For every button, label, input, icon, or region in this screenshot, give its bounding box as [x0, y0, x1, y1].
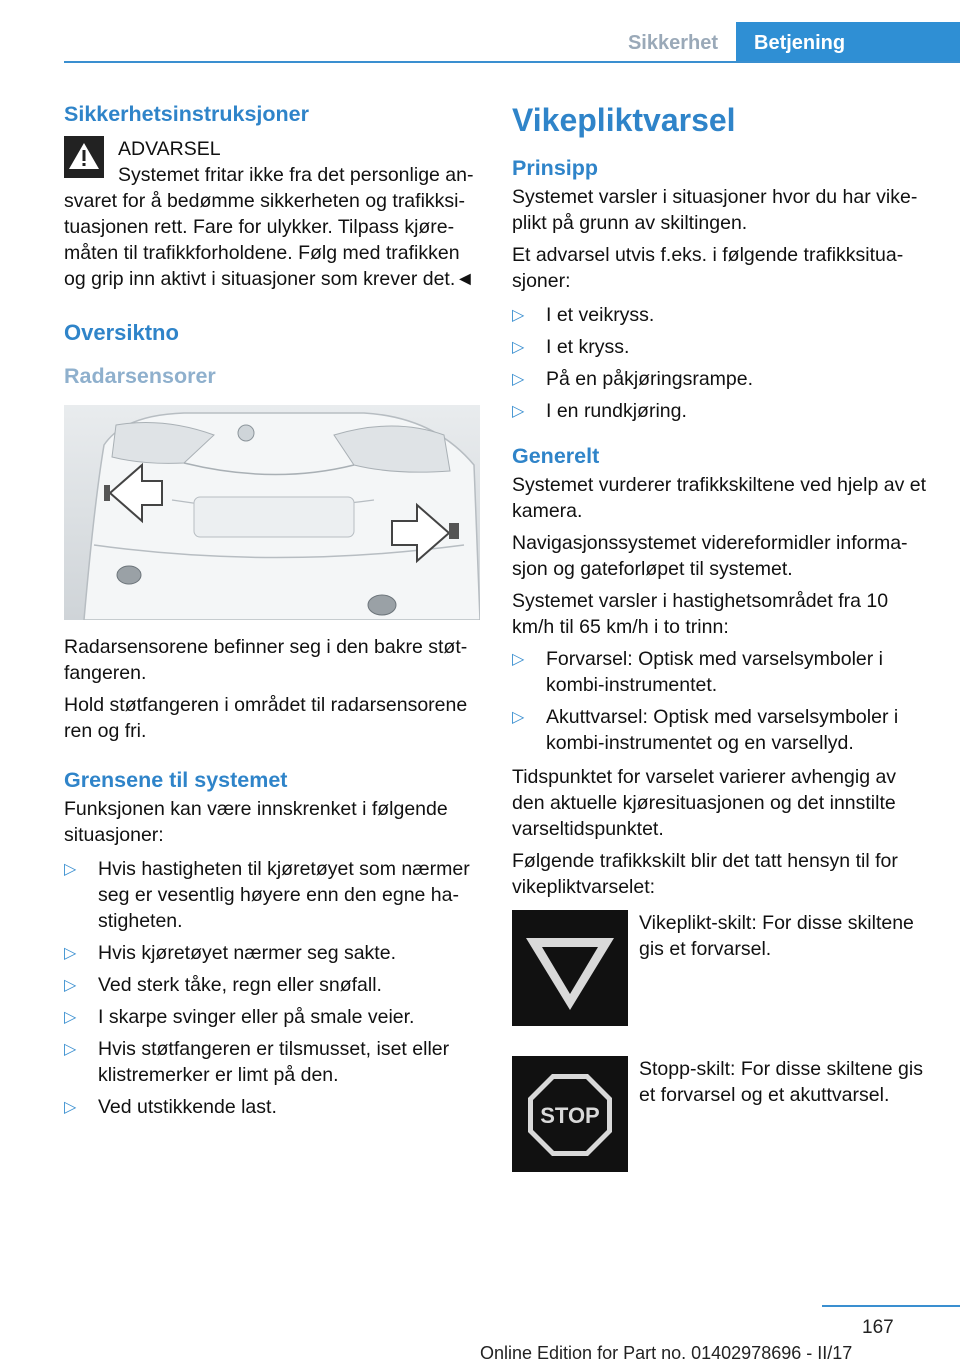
triangle-bullet-icon: ▷: [512, 709, 525, 726]
radar-paragraph-1: Radarsensorene befinner seg i den bakre støt- fangeren.: [64, 636, 468, 684]
general-paragraph-2: Navigasjonssystemet videreformidler informa- sjon og gateforløpet til systemet.: [512, 532, 908, 580]
stages-list: [512, 646, 932, 756]
triangle-bullet-icon: ▷: [512, 403, 525, 420]
limits-intro: Funksjonen kan være innskrenket i følgende situasjoner:: [64, 798, 448, 846]
warning-label: ADVARSEL: [118, 138, 221, 160]
list-item: ▷ Forvarsel: Optisk med varselsymboler i kombi-instrumentet.: [512, 648, 884, 696]
list-item: ▷ På en påkjøringsrampe.: [512, 366, 932, 392]
list-item: ▷ Hvis støtfangeren er tilsmusset, iset eller klistremerker er limt på den.: [64, 1038, 450, 1086]
safety-heading: Sikkerhetsinstruksjoner: [64, 102, 309, 126]
overview-heading: Oversiktno: [64, 320, 179, 345]
edition-label: Online Edition for Part no. 01402978696 - II/17: [480, 1343, 853, 1362]
radar-paragraph-2: Hold støtfangeren i området til radarsensorene ren og fri.: [64, 694, 468, 742]
triangle-bullet-icon: ▷: [64, 1009, 77, 1026]
list-item: ▷ Ved utstikkende last.: [64, 1094, 482, 1120]
radar-heading: Radarsensorer: [64, 364, 216, 388]
triangle-bullet-icon: ▷: [64, 1041, 77, 1058]
principle-paragraph-1: Systemet varsler i situasjoner hvor du har vike- plikt på grunn av skiltingen.: [512, 186, 918, 234]
general-paragraph-3: Systemet varsler i hastighetsområdet fra 10 km/h til 65 km/h i to trinn:: [512, 590, 889, 638]
list-item: ▷ Hvis kjøretøyet nærmer seg sakte.: [64, 940, 482, 966]
list-item: ▷ I skarpe svinger eller på smale veier.: [64, 1004, 482, 1030]
header-tab-betjening[interactable]: Betjening: [736, 22, 960, 63]
stop-sign-row: [512, 1056, 932, 1192]
list-item: ▷ I et veikryss.: [512, 302, 932, 328]
principle-paragraph-2: Et advarsel utvis f.eks. i følgende trafikksitua- sjoner:: [512, 244, 904, 292]
yield-sign-icon: [512, 910, 628, 1026]
list-item: ▷ Akuttvarsel: Optisk med varselsymboler i kombi-instrumentet og en varsellyd.: [512, 706, 899, 754]
yield-sign-text: Vikeplikt-skilt: For disse skiltene gis et forvarsel.: [639, 912, 914, 960]
header-rule: [64, 61, 960, 63]
list-item: ▷ Hvis hastigheten til kjøretøyet som nærmer seg er vesentlig høyere enn den egne ha- stigheten.: [64, 858, 470, 932]
limits-heading: Grensene til systemet: [64, 768, 288, 792]
stop-sign-text: Stopp-skilt: For disse skiltene gis et forvarsel og et akuttvarsel.: [639, 1058, 923, 1106]
triangle-bullet-icon: ▷: [512, 371, 525, 388]
triangle-bullet-icon: ▷: [512, 307, 525, 324]
list-item: ▷ Ved sterk tåke, regn eller snøfall.: [64, 972, 482, 998]
general-paragraph-5: Følgende trafikkskilt blir det tatt hensyn til for vikepliktvarselet:: [512, 850, 898, 898]
general-heading: Generelt: [512, 444, 600, 468]
list-item: ▷ I en rundkjøring.: [512, 398, 932, 424]
principle-heading: Prinsipp: [512, 156, 599, 180]
right-column: [512, 100, 932, 1192]
stop-sign-label: STOP: [540, 1103, 600, 1128]
rear-bumper-radar-illustration: [64, 405, 480, 620]
list-item: ▷ I et kryss.: [512, 334, 932, 360]
limits-list: [64, 856, 482, 1120]
stop-sign-icon: [512, 1056, 628, 1172]
triangle-bullet-icon: ▷: [64, 945, 77, 962]
warning-triangle-icon: [64, 136, 104, 178]
warning-first-line: Systemet fritar ikke fra det personlige an-: [118, 164, 474, 186]
triangle-bullet-icon: ▷: [512, 651, 525, 668]
header-tab-sikkerhet[interactable]: Sikkerhet: [627, 32, 719, 54]
yield-sign-row: [512, 910, 932, 1046]
situations-list: [512, 302, 932, 424]
triangle-bullet-icon: ▷: [64, 977, 77, 994]
warning-text: svaret for å bedømme sikkerheten og trafikksi- tuasjonen rett. Fare for ulykker. Tilpass kjøre- måten til trafikkforholdene. Følg med trafikken og grip inn aktivt i situasjoner som krever det.◄: [64, 190, 475, 290]
general-paragraph-4: Tidspunktet for varselet varierer avhengig av den aktuelle kjøresituasjonen og det innstilte varseltidspunktet.: [512, 766, 897, 840]
triangle-bullet-icon: ▷: [64, 1099, 77, 1116]
triangle-bullet-icon: ▷: [512, 339, 525, 356]
triangle-bullet-icon: ▷: [64, 861, 77, 878]
footer-rule: [822, 1305, 960, 1307]
page-number: 167: [862, 1317, 894, 1338]
section-title: Vikepliktvarsel: [512, 102, 736, 138]
warning-block: [64, 136, 482, 188]
general-paragraph-1: Systemet vurderer trafikkskiltene ved hjelp av et kamera.: [512, 474, 927, 522]
left-column: [64, 100, 482, 1128]
